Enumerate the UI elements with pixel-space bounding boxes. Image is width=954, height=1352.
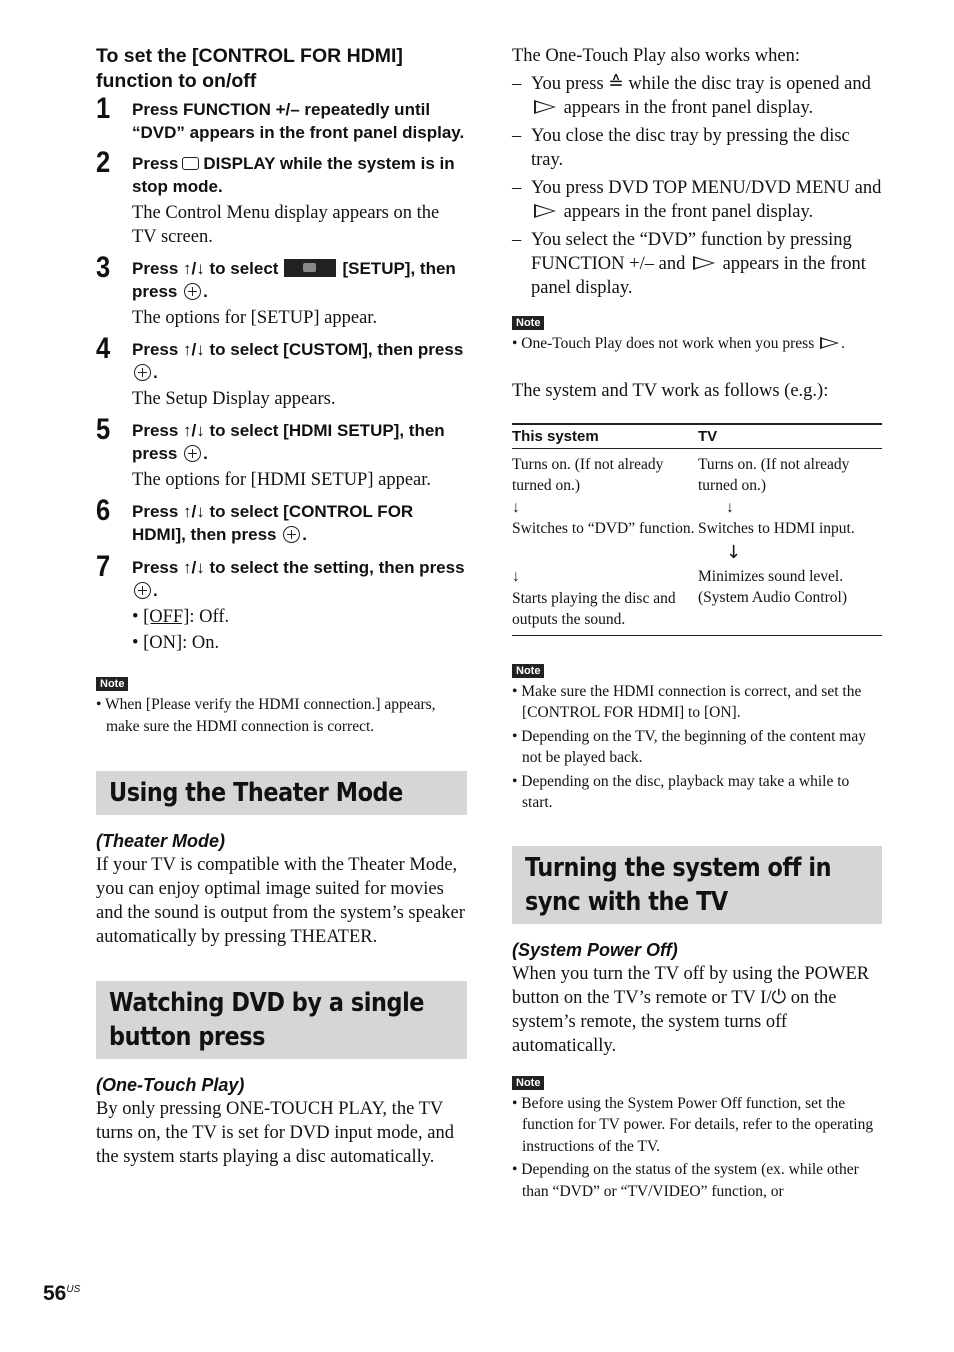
system-tv-table — [512, 423, 882, 636]
table-row — [512, 566, 882, 588]
system-cell: Starts playing the disc and outputs the sound. — [512, 589, 676, 628]
note-label: Note — [512, 664, 544, 678]
step-number: 1 — [96, 92, 111, 125]
subheading-one-touch: (One-Touch Play) — [96, 1075, 245, 1095]
note-item: • Depending on the TV, the beginning of the content may not be played back. — [512, 727, 866, 766]
note-label: Note — [96, 677, 128, 691]
table-row — [512, 497, 882, 519]
section-heading-power-off: Turning the system off in sync with the TV — [512, 846, 882, 924]
left-column — [96, 44, 467, 1169]
step-2 — [96, 146, 467, 249]
intro-text: The One-Touch Play also works when: — [512, 46, 800, 66]
step-text-b: [SETUP], then press — [132, 259, 456, 301]
paragraph-one-touch: By only pressing ONE-TOUCH PLAY, the TV turns on, the TV is set for DVD input mode, and the system starts playing a disc automatically. — [96, 1099, 454, 1167]
dash-item-1a: You press ≙ while the disc tray is opened and — [531, 74, 871, 94]
tv-cell: Turns on. (If not already turned on.) — [698, 455, 850, 494]
dash-item-1b: appears in the front panel display. — [563, 98, 814, 118]
section-heading-theater: Using the Theater Mode — [96, 771, 467, 815]
table-row — [512, 448, 882, 497]
column-header-system: This system — [512, 424, 698, 449]
note-label: Note — [512, 1076, 544, 1090]
play-indicator-icon — [534, 100, 556, 114]
step-6: 6 Press ↑/↓ to select [CONTROL FOR HDMI], then press . — [96, 494, 414, 544]
procedure-heading: To set the [CONTROL FOR HDMI] function to on/off — [96, 45, 403, 92]
flow-arrow-icon: ↓ — [726, 498, 734, 516]
note-text: • When [Please verify the HDMI connection.] appears, make sure the HDMI connection is correct. — [96, 696, 436, 735]
enter-button-icon — [283, 526, 300, 543]
step-number: 7 — [96, 550, 111, 583]
step-text-b: DISPLAY while the system is in stop mode. — [132, 154, 455, 196]
system-cell: Switches to “DVD” function. — [512, 520, 695, 537]
paragraph-power-off: When you turn the TV off by using the POWER button on the TV’s remote or TV I/⏻ on the system’s remote, the system turns off automatically. — [512, 963, 870, 1056]
note-item: • Depending on the disc, playback may take a while to start. — [512, 772, 850, 811]
note-item: • Before using the System Power Off function, set the function for TV power. For details, refer to the operating instructions of the TV. — [512, 1094, 874, 1155]
dash-item-2: – You close the disc tray by pressing the disc tray. — [512, 124, 882, 172]
page-number: $56^{US}$ — [43, 1282, 81, 1305]
subheading-theater: (Theater Mode) — [96, 831, 226, 851]
paragraph-theater: If your TV is compatible with the Theater Mode, you can enjoy optimal image suited for movies and the sound is output from the system’s speaker automatically by pressing THEATER. — [96, 855, 465, 947]
enter-button-icon — [134, 364, 151, 381]
step-number: 6 — [96, 494, 111, 527]
note-label: Note — [512, 316, 544, 330]
step-text-a: Press — [132, 154, 179, 173]
table-header-row — [512, 424, 882, 449]
dash-item-3b: appears in the front panel display. — [563, 202, 814, 222]
dash-item-3a: You press DVD TOP MENU/DVD MENU and — [531, 178, 882, 198]
display-button-icon — [182, 157, 199, 170]
step-text: Press FUNCTION +/– repeatedly until “DVD” appears in the front panel display. — [132, 100, 465, 142]
step-desc: The Setup Display appears. — [132, 389, 336, 409]
step-text: Press ↑/↓ to select [HDMI SETUP], then press — [132, 421, 445, 463]
step-4: 4 Press ↑/↓ to select [CUSTOM], then press . The Setup Display appears. — [96, 338, 467, 411]
enter-button-icon — [134, 582, 151, 599]
table-row — [512, 518, 882, 566]
column-header-tv: TV — [698, 424, 882, 449]
option-off-default: [OFF] — [143, 607, 190, 627]
play-indicator-icon — [693, 256, 715, 270]
note-item: • Depending on the status of the system (ex. while other than “DVD” or “TV/VIDEO” function, or — [512, 1161, 859, 1200]
option-off-desc: : Off. — [189, 607, 230, 627]
step-text: Press ↑/↓ to select the setting, then press — [132, 558, 465, 577]
step-number: 3 — [96, 251, 111, 284]
note-item: • Make sure the HDMI connection is correct, and set the [CONTROL FOR HDMI] to [ON]. — [512, 682, 862, 721]
step-desc: The options for [HDMI SETUP] appear. — [132, 470, 432, 490]
step-3: 3 Press ↑/↓ to select [SETUP], then press . The options for [SETUP] appear. — [96, 257, 467, 330]
step-5: 5 Press ↑/↓ to select [HDMI SETUP], then press . The options for [HDMI SETUP] appear. — [96, 419, 467, 492]
section-heading-one-touch: Watching DVD by a single button press — [96, 981, 467, 1059]
step-text: Press ↑/↓ to select [CUSTOM], then press — [132, 340, 464, 359]
step-number: 4 — [96, 332, 111, 365]
option-on: • [ON]: On. — [132, 633, 220, 653]
enter-button-icon — [184, 445, 201, 462]
play-indicator-icon — [820, 337, 839, 349]
dash-item-4b: appears in the front panel display. — [531, 254, 866, 298]
step-1 — [96, 92, 467, 144]
step-text-a: Press ↑/↓ to select — [132, 259, 279, 278]
flow-arrow-icon: ↓ — [512, 567, 520, 585]
step-number: 2 — [96, 146, 111, 179]
system-cell: Turns on. (If not already turned on.) — [512, 455, 664, 494]
step-number: 5 — [96, 413, 111, 446]
setup-toolbox-icon — [284, 259, 336, 277]
flow-arrow-icon: ↓ — [726, 541, 742, 563]
step-text: Press ↑/↓ to select [CONTROL FOR HDMI], then press — [132, 502, 414, 544]
play-indicator-icon — [534, 204, 556, 218]
flow-arrow-icon: ↓ — [512, 498, 520, 516]
step-desc: The Control Menu display appears on the TV screen. — [132, 203, 440, 247]
dash-item-4a: You select the “DVD” function by pressing FUNCTION +/– and — [531, 230, 852, 274]
step-7: 7 Press ↑/↓ to select the setting, then press . • [OFF]: Off. • [ON]: On. — [96, 556, 467, 655]
note-text: • One-Touch Play does not work when you press — [512, 335, 815, 352]
tv-cell: Switches to HDMI input. ↓ — [698, 518, 882, 566]
enter-button-icon — [184, 283, 201, 300]
right-column: The One-Touch Play also works when: – You press ≙ while the disc tray is opened and appears in the front panel display. – You close the disc tray by pressing the disc tray. – You press DVD TOP MENU/DVD MENU and appears in the front panel display. – You select the “DVD” function by pressing FUNCTION +/– and appears in the front panel display. Note • One-Touch Play does not work when you press . The system and TV work as follows (e.g.): This system TV Turns on. (If not already turned on.) Turns on. (If not already turned on.) ↓ ↓ Switches to “DVD” function. Switches to HDMI input. ↓ ↓ Minimizes sound level. (System Audio Control) Starts playing the disc and outputs the sound. Note • Make sure the HDMI connection is correct, and set the [CONTROL FOR HDMI] to [ON]. • Depending on the TV, the beginning of the content may not be played back. • Depending on the disc, playback may take a while to start. Turning the system off in sync with the TV (System Power Off) When you turn the TV off by using the POWER button on the TV’s remote or TV I/⏻ on the system’s remote, the system turns off automatically. Note • Before using the System Power Off function, set the function for TV power. For details, refer to the operating instructions of the TV. • Depending on the status of the system (ex. while other than “DVD” or “TV/VIDEO” function, or — [512, 44, 882, 1204]
step-desc: The options for [SETUP] appear. — [132, 308, 378, 328]
subheading-power-off: (System Power Off) — [512, 939, 678, 960]
table-intro: The system and TV work as follows (e.g.): — [512, 380, 829, 401]
tv-cell: Minimizes sound level. (System Audio Control) — [698, 567, 847, 606]
page-region-suffix: US — [66, 1284, 81, 1295]
